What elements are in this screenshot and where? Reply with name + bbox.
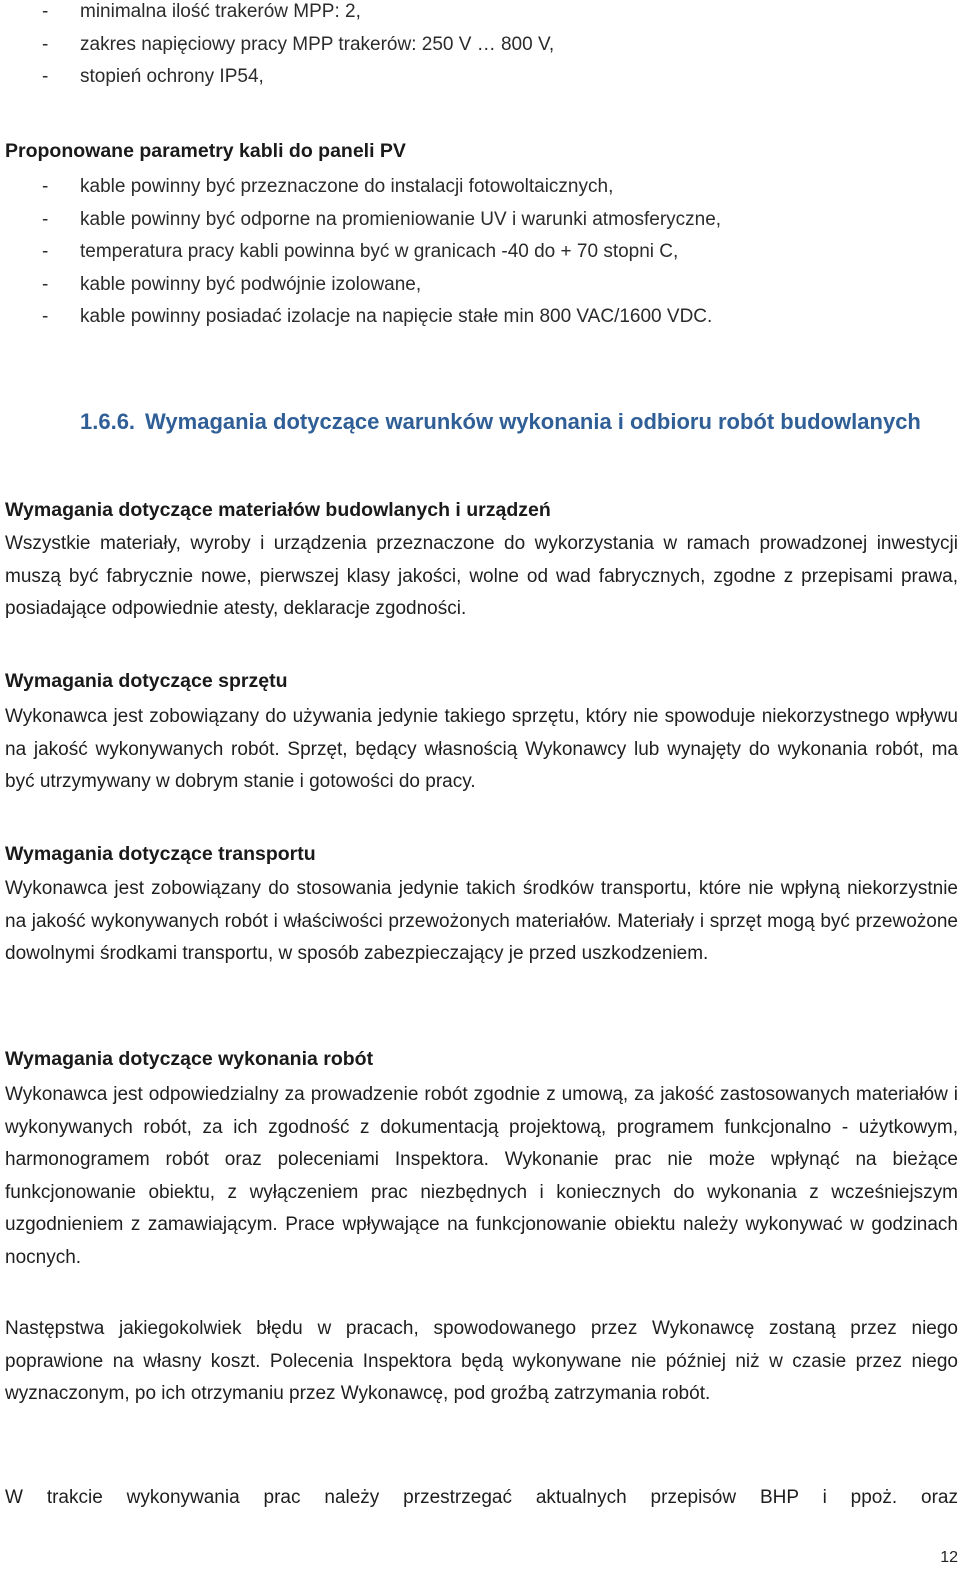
list-item: - stopień ochrony IP54, xyxy=(0,61,960,94)
list-item: - kable powinny być odporne na promieniowanie UV i warunki atmosferyczne, xyxy=(0,204,960,237)
list-item: - zakres napięciowy pracy MPP trakerów: 250 V … 800 V, xyxy=(0,29,960,62)
dash-bullet: - xyxy=(42,306,49,328)
list-item: - minimalna ilość trakerów MPP: 2, xyxy=(0,0,960,29)
list-item: - kable powinny być przeznaczone do instalacji fotowoltaicznych, xyxy=(0,171,960,204)
dash-bullet: - xyxy=(42,241,49,263)
dash-bullet: - xyxy=(42,66,49,88)
dash-bullet: - xyxy=(42,176,49,197)
works-heading: Wymagania dotyczące wykonania robót xyxy=(5,1048,374,1070)
transport-paragraph: Wykonawca jest zobowiązany do stosowania jedynie takich środków transportu, które nie wpłyną niekorzystnie na jakość wykonywanych robót i właściwości przewożonych materiałów. Materiały i sprzęt mogą być przewożone dowolnymi środkami transportu, w sposób zabezpieczający je przed uszkodzeniem. xyxy=(5,878,958,965)
list-item: - kable powinny być podwójnie izolowane, xyxy=(0,269,960,302)
safety-paragraph: W trakcie wykonywania prac należy przestrzegać aktualnych przepisów BHP i ppoż. oraz xyxy=(5,1487,958,1508)
dash-bullet: - xyxy=(42,33,49,55)
materials-heading: Wymagania dotyczące materiałów budowlanych i urządzeń xyxy=(5,499,551,521)
works-paragraph: Wykonawca jest odpowiedzialny za prowadzenie robót zgodnie z umową, za jakość zastosowanych materiałów i wykonywanych robót, za ich zgodność z dokumentacją projektową, programem funkcjonalno - użytkowym, harmonogramem robót oraz poleceniami Inspektora. Wykonanie prac nie może wpłynąć na bieżące funkcjonowanie obiektu, z wyłączeniem prac niezbędnych i koniecznych do wykonania z wcześniejszym uzgodnieniem z zamawiającym. Prace wpływające na funkcjonowanie obiektu należy wykonywać w godzinach nocnych. xyxy=(5,1084,958,1268)
equipment-heading: Wymagania dotyczące sprzętu xyxy=(5,670,288,692)
dash-bullet: - xyxy=(42,1,49,22)
list-item: - temperatura pracy kabli powinna być w granicach -40 do + 70 stopni C, xyxy=(0,236,960,269)
transport-heading: Wymagania dotyczące transportu xyxy=(5,843,316,865)
section-heading xyxy=(80,406,921,438)
dash-bullet: - xyxy=(42,273,49,295)
errors-paragraph: Następstwa jakiegokolwiek błędu w pracach, spowodowanego przez Wykonawcę zostaną przez niego poprawione na własny koszt. Polecenia Inspektora będą wykonywane nie później niż w czasie przez niego wyznaczonym, po ich otrzymaniu przez Wykonawcę, pod groźbą zatrzymania robót. xyxy=(5,1318,958,1405)
cables-heading: Proponowane parametry kabli do paneli PV xyxy=(5,140,406,162)
cable-parameters-list xyxy=(0,171,960,334)
materials-paragraph: Wszystkie materiały, wyroby i urządzenia przeznaczone do wykorzystania w ramach prowadzonej inwestycji muszą być fabrycznie nowe, pierwszej klasy jakości, wolne od wad fabrycznych, zgodne z przepisami prawa, posiadające odpowiednie atesty, deklaracje zgodności. xyxy=(5,533,958,620)
equipment-paragraph: Wykonawca jest zobowiązany do używania jedynie takiego sprzętu, który nie spowoduje niekorzystnego wpływu na jakość wykonywanych robót. Sprzęt, będący własnością Wykonawcy lub wynajęty do wykonania robót, ma być utrzymywany w dobrym stanie i gotowości do pracy. xyxy=(5,706,958,793)
section-title: Wymagania dotyczące warunków wykonania i odbioru robót budowlanych xyxy=(145,409,921,434)
dash-bullet: - xyxy=(42,208,49,230)
section-number: 1.6.6. xyxy=(80,409,136,434)
page-number: 12 xyxy=(940,1549,958,1566)
inverter-requirements-list xyxy=(0,0,960,94)
list-item: - kable powinny posiadać izolacje na napięcie stałe min 800 VAC/1600 VDC. xyxy=(0,301,960,334)
